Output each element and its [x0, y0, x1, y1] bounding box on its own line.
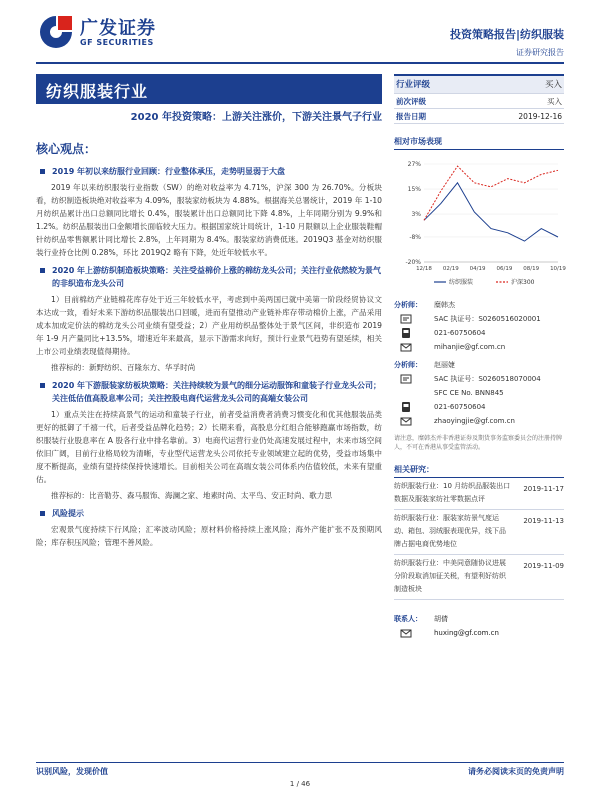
- date-row: [394, 109, 564, 124]
- report-sub: 证券研究报告: [516, 48, 564, 57]
- analyst-name-row: [394, 358, 564, 372]
- phone-icon: [400, 401, 412, 413]
- related-item[interactable]: [394, 510, 564, 555]
- analyst-name-row: [394, 298, 564, 312]
- analyst-label: 分析师：: [394, 301, 422, 309]
- header-divider: [36, 62, 564, 64]
- analyst-sac: SAC 执证号：S0260516020001: [434, 315, 541, 323]
- certificate-icon: [400, 373, 412, 385]
- analyst-sac-row: [394, 312, 564, 326]
- email-icon: [400, 415, 412, 427]
- rating-value: 买入: [544, 80, 562, 90]
- analyst-sfc: SFC CE No. BNN845: [434, 389, 504, 397]
- analyst-email[interactable]: zhaoyingjie@gf.com.cn: [434, 417, 515, 425]
- industry-title: 纺织服装行业: [46, 82, 149, 101]
- analyst-name: 赵丽婕: [434, 361, 455, 369]
- email-icon: [400, 627, 412, 639]
- analyst-email-row: [394, 340, 564, 354]
- related-item-date: 2019-11-17: [523, 485, 564, 493]
- contact-block: [394, 612, 564, 660]
- disclaimer-note: 请注意，糜韩杰并非香港证券及期货事务监察委员会的注册持牌人，不可在香港从事受监管活动。: [394, 435, 563, 451]
- logo-text-cn: 广发证券: [80, 18, 156, 39]
- rating-table: [394, 74, 564, 124]
- gf-logo: [36, 12, 166, 52]
- related-item-date: 2019-11-13: [523, 517, 564, 525]
- relative-performance-chart: [394, 154, 564, 292]
- report-type: 投资策略报告|纺织服装: [449, 28, 564, 41]
- industry-banner: [36, 74, 382, 104]
- y-tick-label: 3%: [411, 211, 421, 219]
- y-tick-label: 15%: [407, 186, 421, 194]
- footer-divider: [36, 762, 564, 763]
- section-paragraph: 2019 年以来纺织服装行业指数（SW）的绝对收益率为 4.71%，沪深 300 为 26.70%。分板块看，纺织制造板块绝对收益率为 4.09%，服装家纺板块为 4.88%。根据海关总署统计，2019 年 1-10 月纺织品累计出口总额同比增长 0.4%，服装累计出口总额同比下降 4.8%，上年同期分别为 9.9%和 1.2%。纺织品服装出口金额增长面临较大压力。根据国家统计局统计，1-10 月限额以上企业服装鞋帽针纺织品零售额累计同比增长 2.8%，上年同期为 8.4%。服装家纺消费低迷。2019Q3 基金对纺织服装行业持仓比例 0.28%，环比 2019Q2 略有下降，处近年较低水平。: [36, 183, 382, 257]
- analyst-block: [394, 298, 564, 428]
- related-item-date: 2019-11-09: [523, 562, 564, 570]
- prev-rating-row: [394, 94, 564, 109]
- report-subtitle: 2020 年投资策略：上游关注涨价，下游关注景气子行业: [130, 112, 382, 123]
- email-icon: [400, 341, 412, 353]
- section-heading: 2020 年上游纺织制造板块策略：关注受益棉价上涨的棉纺龙头公司；关注行业依然较为景气的非织造布龙头公司: [36, 264, 382, 290]
- rating-label: 行业评级: [396, 80, 431, 90]
- footer-disclaimer: 请务必阅读末页的免责声明: [468, 767, 564, 776]
- chart-svg: [394, 154, 564, 292]
- x-tick-label: 10/19: [550, 266, 566, 272]
- prev-rating-value: 买入: [547, 97, 562, 106]
- analyst-phone: 021-60750604: [434, 329, 486, 337]
- section-paragraph: 1）重点关注在持续高景气的运动和童装子行业，前者受益消费者消费习惯变化和优其他服装品类更好的抵御了千禧一代，后者受益品牌化趋势；2）长期来看，高股息分红组合能够跑赢市场指数，纺织服装行业股息率在 A 股各行业中排名靠前。3）电商代运营行业仍处高速发展过程中，未来市场空间依旧广阔，目前行业格局较为清晰，专业型代运营龙头公司依托专业领域建立起的优势，受益市场集中度不断提高，业绩有望持续保持快速增长。目前相关公司在高端女装公司体系内估值较低，未来有望重估。: [36, 410, 382, 484]
- market-title: 相对市场表现: [394, 136, 564, 150]
- logo-text-en: GF SECURITIES: [80, 38, 154, 47]
- related-item[interactable]: [394, 555, 564, 600]
- recommend-text: 推荐标的：比音勒芬、森马服饰、海澜之家、地素时尚、太平鸟、安正时尚、歌力思: [51, 491, 332, 500]
- related-item-title: 纺织服装行业：服装家纺景气度运动、箱包、羽绒服表现优异，线下品牌占据电商优势地位: [394, 514, 506, 548]
- legend-label: 纺织服装: [449, 279, 474, 286]
- main-content: [36, 140, 382, 549]
- header-right: [450, 26, 564, 58]
- analyst-label: 分析师：: [394, 361, 422, 369]
- related-item-title: 纺织服装行业：10 月纺织品服装出口数据及服装家纺社零数据点评: [394, 482, 511, 503]
- analyst-sac-row: [394, 372, 564, 386]
- analyst-email[interactable]: mihanjie@gf.com.cn: [434, 343, 506, 351]
- section-heading: 2020 年下游服装家纺板块策略：关注持续较为景气的细分运动服饰和童装子行业龙头公司；关注低估值高股息率公司；关注控股电商代运营龙头公司的高端女装公司: [36, 379, 382, 405]
- section-paragraph: 宏观景气度持续下行风险；汇率波动风险；原材料价格持续上涨风险；海外产能扩张不及预期风险；库存积压风险；管理不善风险。: [36, 525, 382, 547]
- contact-email[interactable]: huxing@gf.com.cn: [434, 629, 499, 637]
- x-tick-label: 02/19: [442, 266, 459, 272]
- series-line-1: [424, 166, 558, 220]
- rating-row: [394, 76, 564, 94]
- series-line-0: [424, 183, 558, 241]
- analyst-sac: SAC 执证号：S0260518070004: [434, 375, 541, 383]
- analyst-name: 糜韩杰: [434, 301, 455, 309]
- contact-email-row: [394, 626, 564, 640]
- contact-name: 胡倩: [434, 615, 448, 623]
- analyst-phone: 021-60750604: [434, 403, 486, 411]
- core-title: 核心观点：: [36, 142, 97, 156]
- related-item-title: 纺织服装行业：中美同意随协议进展分阶段取消加征关税，有望利好纺织制造板块: [394, 559, 506, 593]
- y-tick-label: -8%: [409, 233, 421, 241]
- contact-name-row: [394, 612, 564, 626]
- x-tick-label: 06/19: [496, 266, 513, 272]
- footer-slogan: 识别风险，发现价值: [36, 767, 108, 776]
- x-tick-label: 04/19: [469, 266, 486, 272]
- analyst-phone-row: [394, 400, 564, 414]
- gf-logo-icon: [36, 12, 76, 52]
- legend-label: 沪深300: [511, 279, 535, 286]
- date-label: 报告日期: [396, 112, 426, 121]
- date-value: 2019-12-16: [518, 112, 562, 121]
- x-tick-label: 12/18: [416, 266, 432, 272]
- related-title: 相关研究：: [394, 464, 564, 478]
- x-tick-label: 08/19: [523, 266, 540, 272]
- recommend-text: 推荐标的：新野纺织、百隆东方、华孚时尚: [51, 363, 196, 372]
- section-paragraph: 1）目前棉纺产业链棉花库存处于近三年较低水平，考虑到中美两国已就中美第一阶段经贸协议文本达成一致，看好未来下游纺织品服装出口回暖，进而有望推动产业链补库存带动棉价上涨，产品采用成本加成定价法的棉纺龙头公司业绩有望受益；2）产业用纺织品整体处于景气区间，非织造布 2019 年 1-9 月产量同比+13.5%，增速近年来最高，显示下游需求向好，预计行业景气趋势有望延续，相关上市公司业绩表现值得期待。: [36, 295, 382, 356]
- related-item[interactable]: [394, 478, 564, 510]
- analyst-sfc-row: [394, 386, 564, 400]
- y-tick-label: -20%: [405, 259, 421, 266]
- prev-rating-label: 前次评级: [396, 97, 426, 106]
- y-tick-label: 27%: [407, 161, 421, 168]
- certificate-icon: [400, 313, 412, 325]
- analyst-email-row: [394, 414, 564, 428]
- contact-label: 联系人：: [394, 615, 422, 623]
- page-number: 1 / 46: [289, 780, 311, 788]
- section-heading: 风险提示: [36, 507, 382, 520]
- phone-icon: [400, 327, 412, 339]
- sidebar: [394, 74, 564, 660]
- analyst-phone-row: [394, 326, 564, 340]
- page-header: [0, 0, 600, 68]
- section-heading: 2019 年初以来纺服行业回顾：行业整体承压，走势明显弱于大盘: [36, 165, 382, 178]
